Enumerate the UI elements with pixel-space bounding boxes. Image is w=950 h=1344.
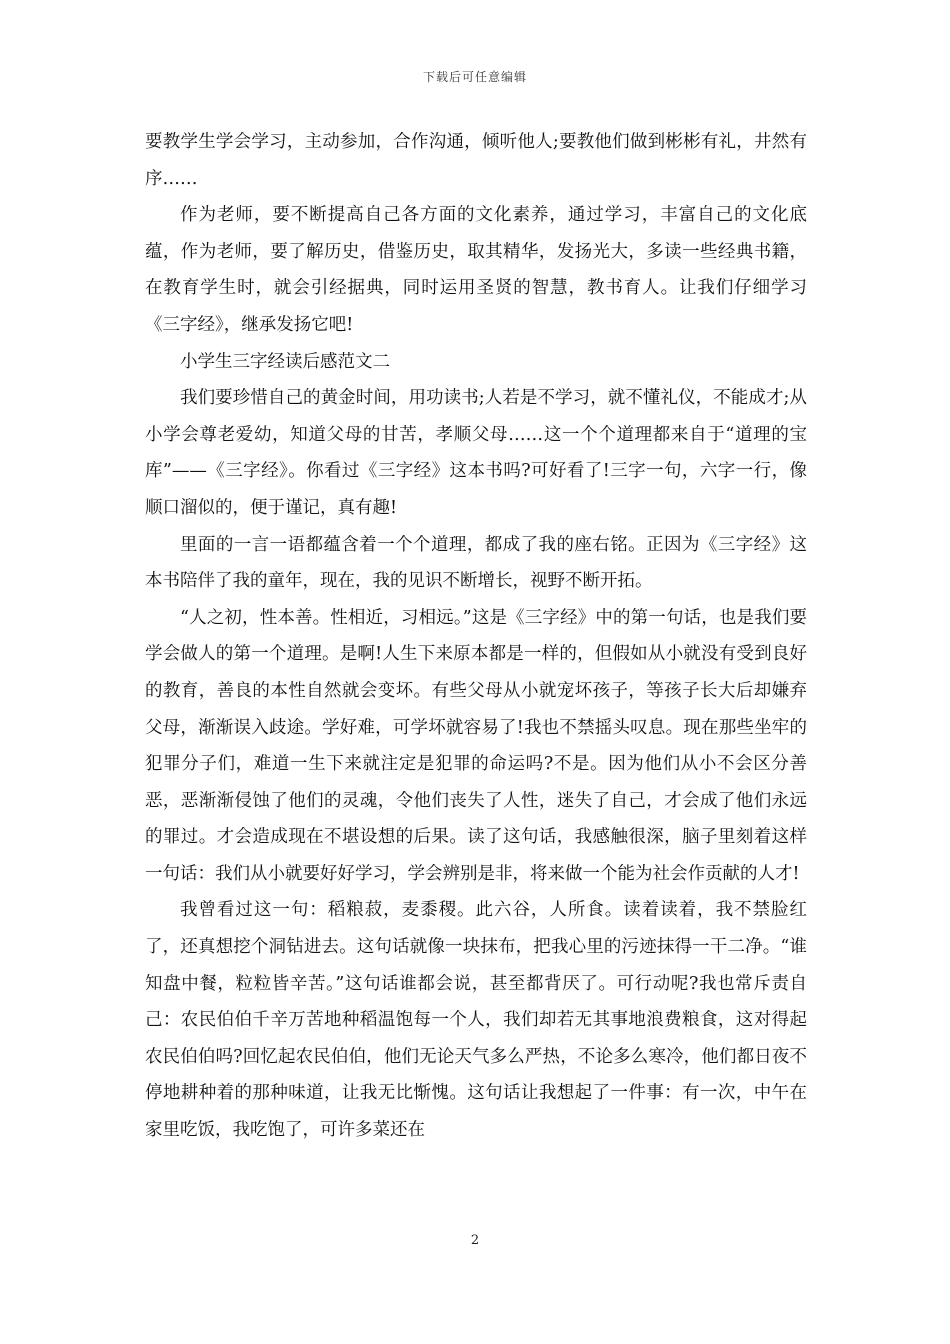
paragraph: 我曾看过这一句：稻粮菽，麦黍稷。此六谷，人所食。读着读着，我不禁脸红了，还真想挖个洞钻进去。这句话就像一块抹布，把我心里的污迹抹得一干二净。“谁知盘中餐，粒粒皆辛苦。”这句话谁都会说，甚至都背厌了。可行动呢?我也常斥责自己：农民伯伯千辛万苦地种稻温饱每一个人，我们却若无其事地浪费粮食，这对得起农民伯伯吗?回忆起农民伯伯，他们无论天气多么严热，不论多么寒冷，他们都日夜不停地耕种着的那种味道，让我无比惭愧。这句话让我想起了一件事：有一次，中午在家里吃饭，我吃饱了，可许多菜还在 — [145, 900, 807, 1141]
paragraph: “人之初，性本善。性相近，习相远。”这是《三字经》中的第一句话，也是我们要学会做人的第一个道理。是啊!人生下来原本都是一样的，但假如从小就没有受到良好的教育，善良的本性自然就会变坏。有些父母从小就宠坏孩子，等孩子长大后却嫌弃父母，渐渐误入歧途。学好难，可学坏就容易了!我也不禁摇头叹息。现在那些坐牢的犯罪分子们，难道一生下来就注定是犯罪的命运吗?不是。因为他们从小不会区分善恶，恶渐渐侵蚀了他们的灵魂，令他们丧失了人性，迷失了自己，才会成了他们永远的罪过。才会造成现在不堪设想的后果。读了这句话，我感触很深，脑子里刻着这样一句话：我们从小就要好好学习，学会辨别是非，将来做一个能为社会作贡献的人才! — [145, 607, 807, 884]
page-number: 2 — [470, 1233, 480, 1248]
paragraph: 里面的一言一语都蕴含着一个个道理，都成了我的座右铭。正因为《三字经》这本书陪伴了我的童年，现在，我的见识不断增长，视野不断开拓。 — [145, 534, 807, 592]
paragraph: 我们要珍惜自己的黄金时间，用功读书;人若是不学习，就不懂礼仪，不能成才;从小学会尊老爱幼，知道父母的甘苦，孝顺父母……这一个个道理都来自于“道理的宝库”——《三字经》。你看过《三字经》这本书吗?可好看了!三字一句，六字一行，像顺口溜似的，便于谨记，真有趣! — [145, 388, 807, 518]
document-body — [145, 124, 807, 1149]
page-header: 下载后可任意编辑 — [422, 70, 527, 84]
paragraph-continued: 要教学生学会学习，主动参加，合作沟通，倾听他人;要教他们做到彬彬有礼，井然有序…… — [145, 132, 807, 189]
paragraph: 作为老师，要不断提高自己各方面的文化素养，通过学习，丰富自己的文化底蕴，作为老师，要了解历史，借鉴历史，取其精华，发扬光大，多读一些经典书籍，在教育学生时，就会引经据典，同时运用圣贤的智慧，教书育人。让我们仔细学习《三字经》，继承发扬它吧! — [145, 205, 807, 335]
section-heading: 小学生三字经读后感范文二 — [180, 351, 390, 372]
